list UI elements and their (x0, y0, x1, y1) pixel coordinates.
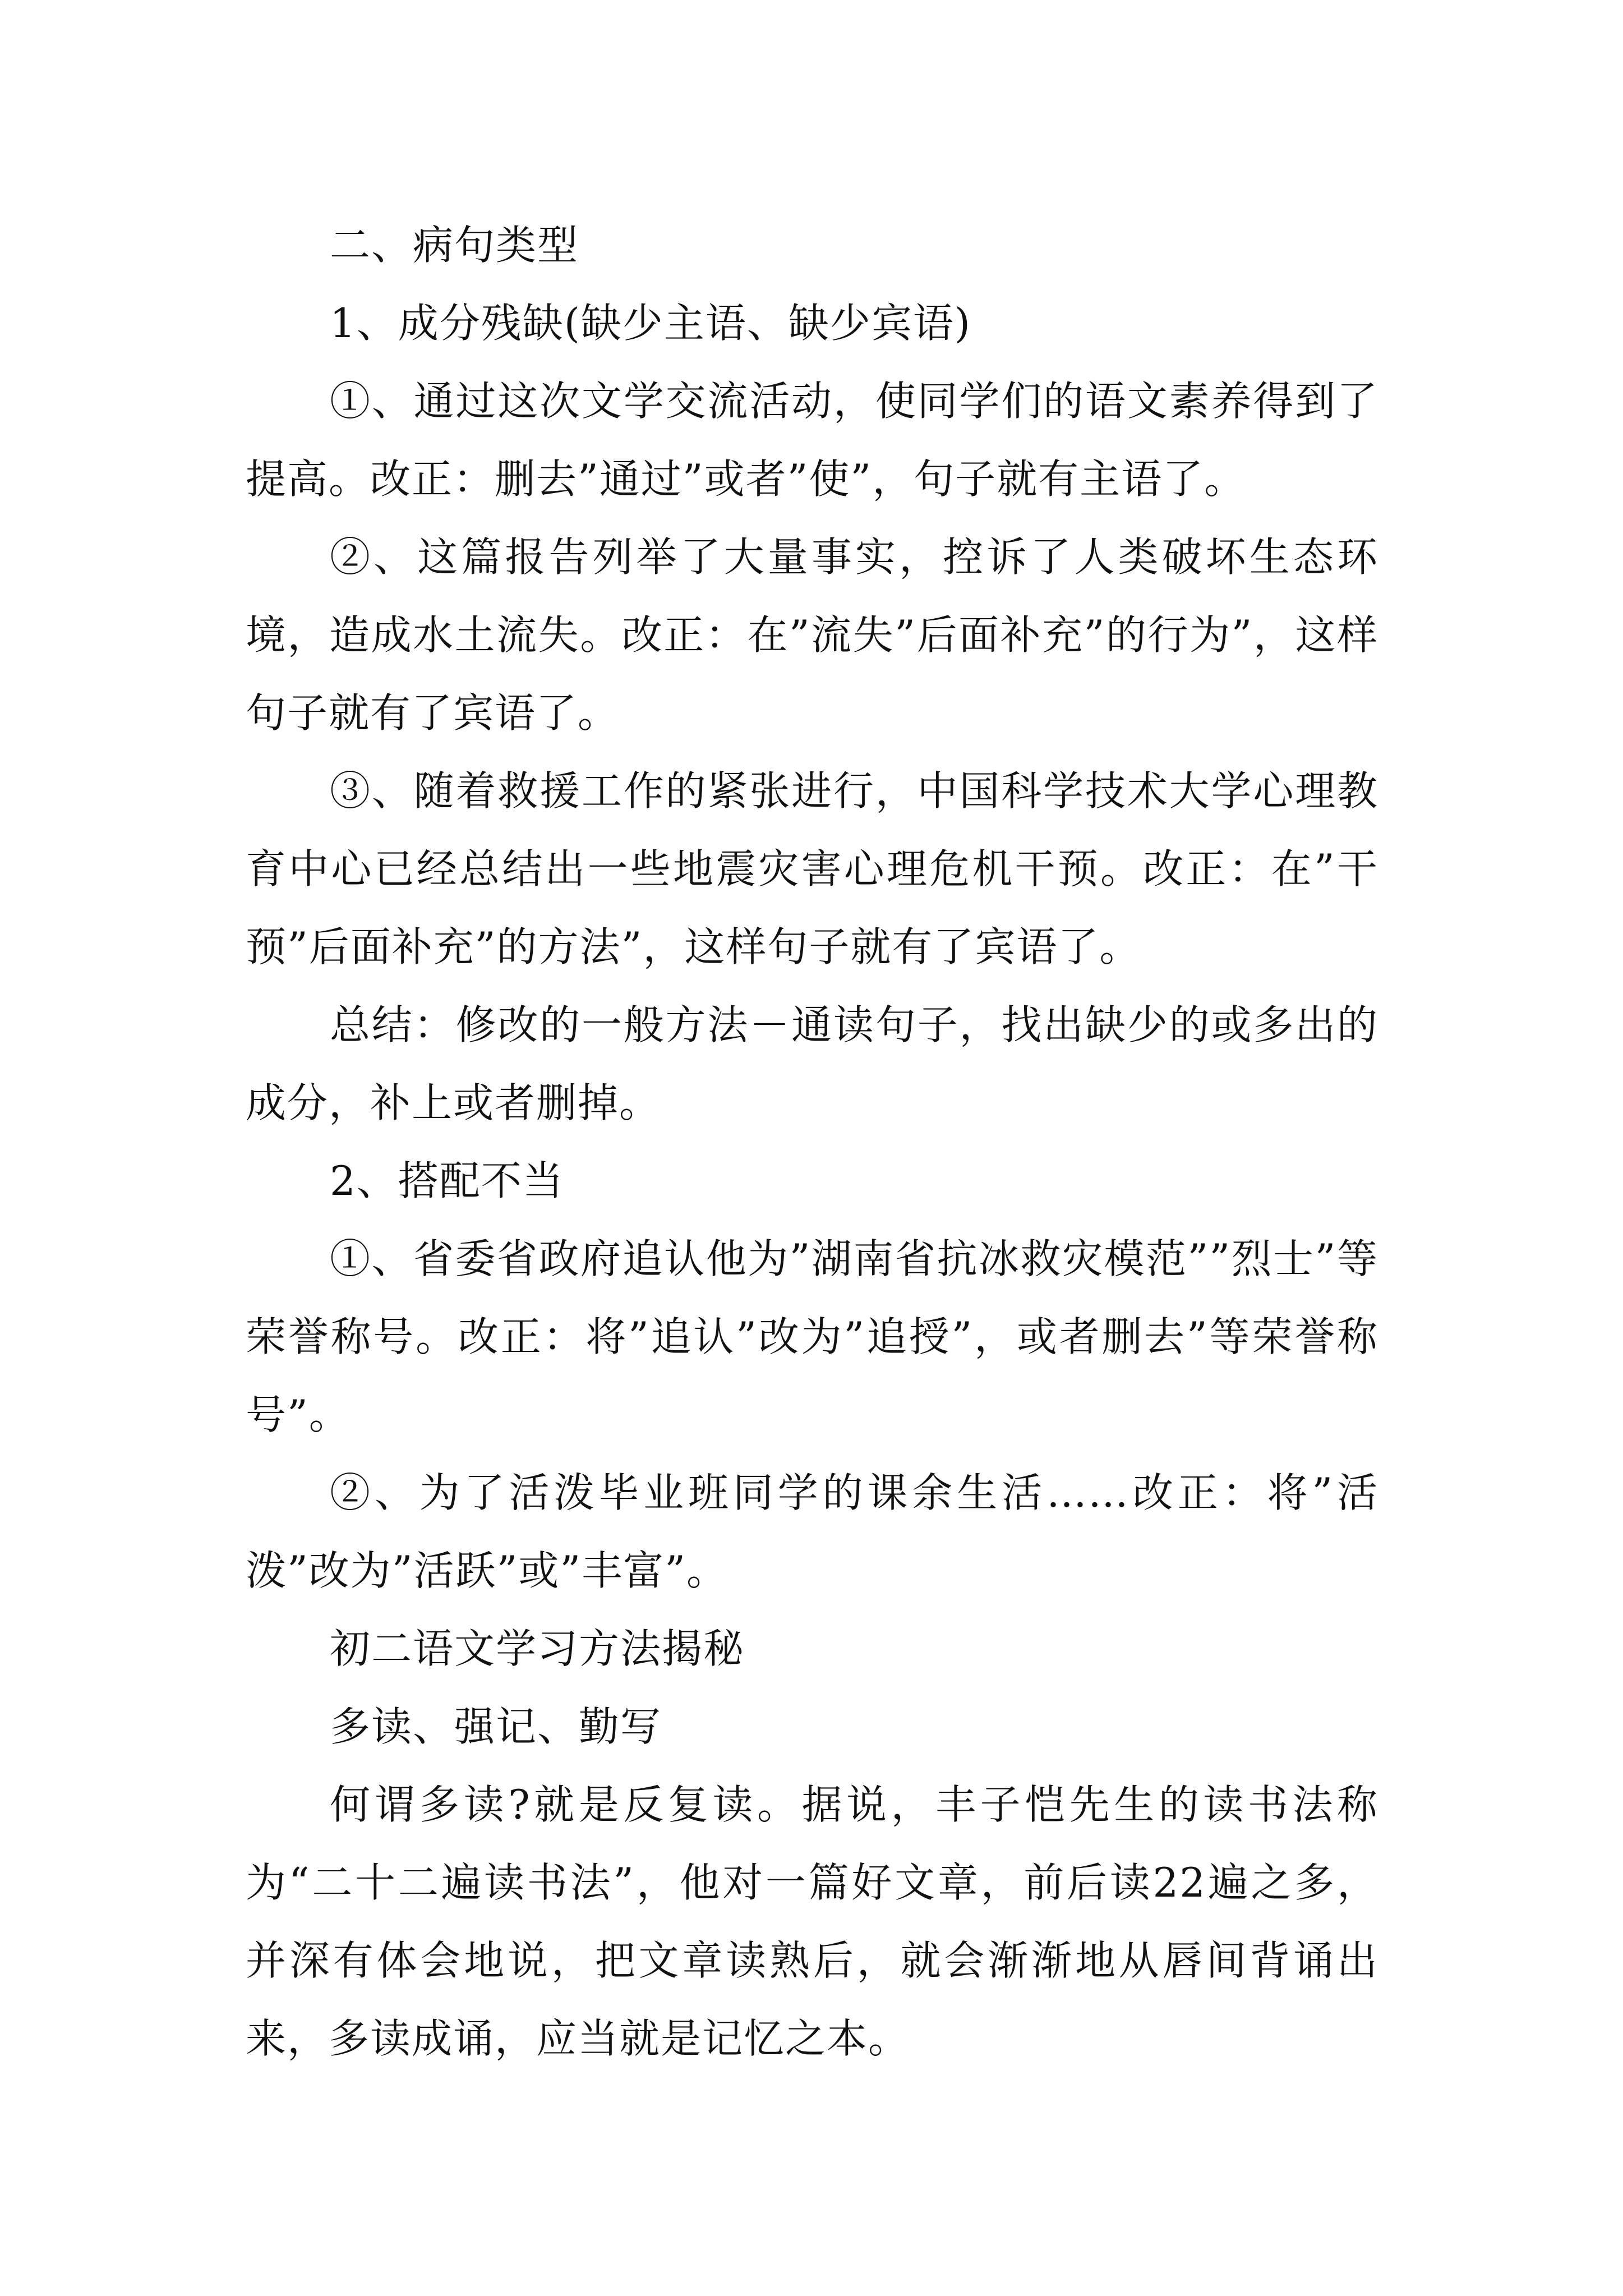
reading-method-paragraph: 何谓多读?就是反复读。据说，丰子恺先生的读书法称为“二十二遍读书法”，他对一篇好文章，前后读22遍之多，并深有体会地说，把文章读熟后，就会渐渐地从唇间背诵出来，多读成诵，应当就是记忆之本。 (246, 1781, 1378, 2062)
collocation-example-2: ②、为了活泼毕业班同学的课余生活……改正：将”活泼”改为”活跃”或”丰富”。 (246, 1469, 1378, 1594)
example-paragraph-3: ③、随着救援工作的紧张进行，中国科学技术大学心理教育中心已经总结出一些地震灾害心理危机干预。改正：在”干预”后面补充”的方法”，这样句子就有了宾语了。 (246, 767, 1378, 970)
example-paragraph-2: ②、这篇报告列举了大量事实，控诉了人类破坏生态环境，造成水土流失。改正：在”流失”后面补充”的行为”，这样句子就有了宾语了。 (246, 533, 1378, 737)
subheading-missing-components: 1、成分残缺(缺少主语、缺少宾语) (330, 300, 971, 347)
subheading-read-remember-write: 多读、强记、勤写 (330, 1703, 662, 1750)
document-body (246, 206, 1378, 2078)
section-heading-study-methods: 初二语文学习方法揭秘 (330, 1625, 745, 1672)
example-paragraph-1: ①、通过这次文学交流活动，使同学们的语文素养得到了提高。改正：删去”通过”或者”使”，句子就有主语了。 (246, 378, 1378, 503)
collocation-example-1: ①、省委省政府追认他为”湖南省抗冰救灾模范””烈士”等荣誉称号。改正：将”追认”改为”追授”，或者删去”等荣誉称号”。 (246, 1235, 1378, 1438)
subheading-improper-collocation: 2、搭配不当 (330, 1157, 564, 1204)
summary-paragraph: 总结：修改的一般方法－通读句子，找出缺少的或多出的成分，补上或者删掉。 (246, 1001, 1378, 1126)
section-heading-sentence-types: 二、病句类型 (330, 222, 579, 269)
